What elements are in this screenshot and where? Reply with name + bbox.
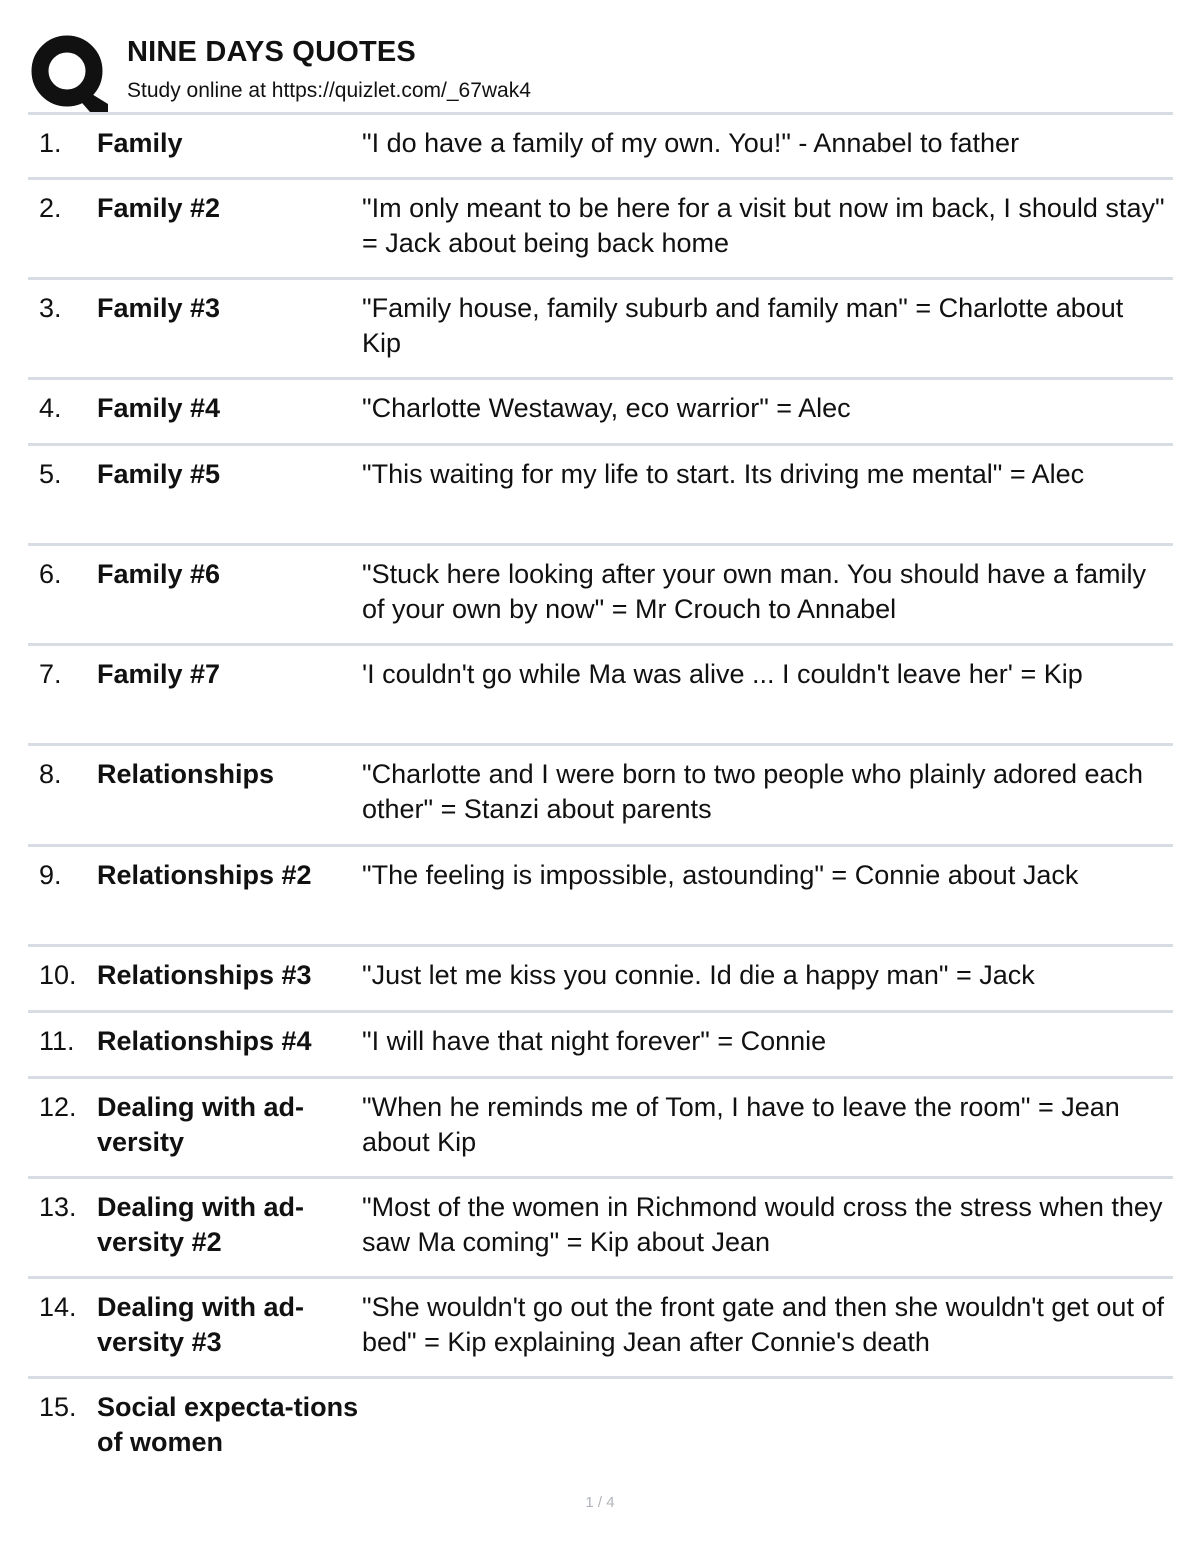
page-number: 1 / 4 xyxy=(585,1494,615,1511)
row-term: Social expecta-tions of women xyxy=(97,1392,359,1457)
table-row xyxy=(28,543,1173,643)
row-term: Family #7 xyxy=(97,659,221,689)
table-row xyxy=(28,844,1173,944)
row-definition: "Charlotte Westaway, eco warrior" = Alec xyxy=(362,393,851,423)
row-definition: "Charlotte and I were born to two people who plainly adored each other" = Stanzi about parents xyxy=(362,759,1144,824)
row-number: 14. xyxy=(39,1292,77,1322)
row-term: Relationships xyxy=(97,759,275,789)
table-row xyxy=(28,1276,1173,1376)
table-row xyxy=(28,112,1173,177)
row-term: Family #3 xyxy=(97,293,221,323)
quizlet-logo-icon xyxy=(30,32,110,112)
row-term: Dealing with ad-versity xyxy=(97,1092,305,1157)
row-definition: "Family house, family suburb and family man" = Charlotte about Kip xyxy=(362,293,1124,358)
row-number: 6. xyxy=(39,559,62,589)
row-definition: "This waiting for my life to start. Its driving me mental" = Alec xyxy=(362,459,1085,489)
row-definition: "She wouldn't go out the front gate and then she wouldn't get out of bed" = Kip explaining Jean after Connie's death xyxy=(362,1292,1164,1357)
row-term: Dealing with ad-versity #2 xyxy=(97,1192,305,1257)
table-row xyxy=(28,1176,1173,1276)
row-term: Family #2 xyxy=(97,193,221,223)
row-term: Dealing with ad-versity #3 xyxy=(97,1292,305,1357)
quote-table xyxy=(28,112,1173,1476)
row-definition: "When he reminds me of Tom, I have to leave the room" = Jean about Kip xyxy=(362,1092,1120,1157)
row-term: Family #5 xyxy=(97,459,221,489)
header xyxy=(30,28,1175,114)
study-online-link[interactable]: Study online at https://quizlet.com/_67wak4 xyxy=(127,79,531,102)
row-number: 10. xyxy=(39,960,77,990)
page-title: NINE DAYS QUOTES xyxy=(127,36,416,68)
row-number: 13. xyxy=(39,1192,77,1222)
row-number: 2. xyxy=(39,193,62,223)
table-row xyxy=(28,1010,1173,1076)
row-number: 9. xyxy=(39,860,62,890)
row-definition: "Stuck here looking after your own man. You should have a family of your own by now" = Mr Crouch to Annabel xyxy=(362,559,1147,624)
row-definition: "Im only meant to be here for a visit but now im back, I should stay" = Jack about being back home xyxy=(362,193,1165,258)
table-row xyxy=(28,177,1173,277)
row-number: 11. xyxy=(39,1026,75,1056)
row-number: 1. xyxy=(39,128,62,158)
table-row xyxy=(28,1076,1173,1176)
row-term: Relationships #4 xyxy=(97,1026,312,1056)
table-row xyxy=(28,443,1173,543)
table-row xyxy=(28,1376,1173,1476)
row-term: Relationships #3 xyxy=(97,960,312,990)
row-definition: 'I couldn't go while Ma was alive ... I couldn't leave her' = Kip xyxy=(362,659,1083,689)
table-row xyxy=(28,944,1173,1010)
row-definition: "Just let me kiss you connie. Id die a happy man" = Jack xyxy=(362,960,1035,990)
table-row xyxy=(28,277,1173,377)
row-number: 7. xyxy=(39,659,62,689)
row-definition: "The feeling is impossible, astounding" = Connie about Jack xyxy=(362,860,1079,890)
table-row xyxy=(28,643,1173,743)
row-number: 4. xyxy=(39,393,62,423)
row-number: 5. xyxy=(39,459,62,489)
row-term: Family #6 xyxy=(97,559,221,589)
row-number: 3. xyxy=(39,293,62,323)
row-definition: "I will have that night forever" = Connie xyxy=(362,1026,827,1056)
row-term: Relationships #2 xyxy=(97,860,312,890)
table-row xyxy=(28,743,1173,844)
row-number: 15. xyxy=(39,1392,77,1422)
row-number: 12. xyxy=(39,1092,77,1122)
row-definition: "I do have a family of my own. You!" - Annabel to father xyxy=(362,128,1020,158)
row-number: 8. xyxy=(39,759,62,789)
row-term: Family xyxy=(97,128,183,158)
row-term: Family #4 xyxy=(97,393,221,423)
row-definition: "Most of the women in Richmond would cross the stress when they saw Ma coming" = Kip about Jean xyxy=(362,1192,1163,1257)
table-row xyxy=(28,377,1173,443)
